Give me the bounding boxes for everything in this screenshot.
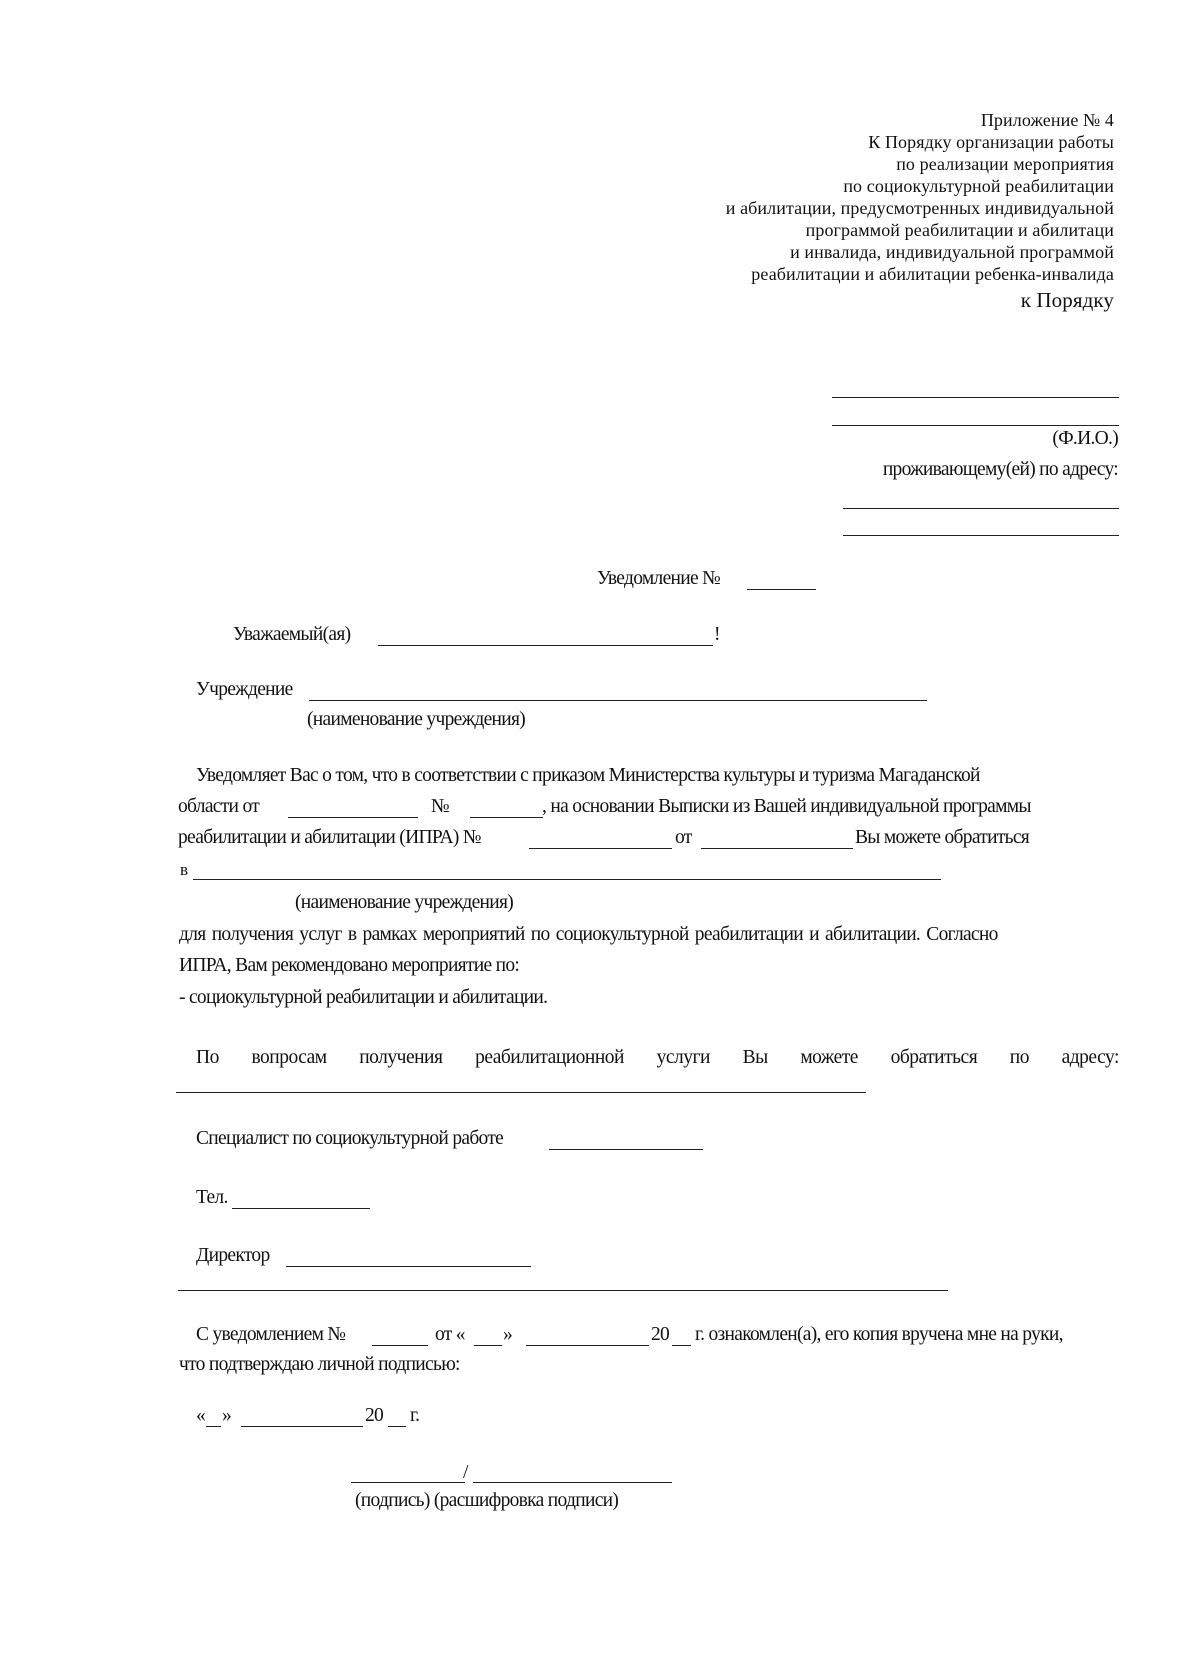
header-line-1: Приложение № 4	[980, 110, 1114, 130]
recipient-address-label: проживающему(ей) по адресу:	[882, 459, 1118, 480]
phone-line	[232, 1208, 370, 1209]
specialist-line	[549, 1149, 703, 1150]
ack-part-1: С уведомлением №	[196, 1324, 346, 1345]
para3-word: обратиться	[890, 1047, 978, 1068]
date-year-line	[388, 1426, 406, 1427]
signature-decode-line	[473, 1482, 672, 1483]
signature-slash: /	[463, 1462, 469, 1483]
para3-word: можете	[800, 1047, 858, 1068]
header-line-6: программой реабилитации и абилитаци	[805, 220, 1114, 240]
phone-label: Тел.	[196, 1187, 228, 1208]
recipient-address-line-2	[843, 535, 1119, 536]
recipient-fio-line-2	[832, 425, 1119, 426]
para3-word: по	[1009, 1047, 1029, 1068]
para1-line3-from: от	[675, 827, 692, 848]
para1-line3-start: реабилитации и абилитации (ИПРА) №	[178, 827, 481, 848]
para2-line3: - социокультурной реабилитации и абилитации.	[179, 987, 548, 1008]
institution-caption-2: (наименование учреждения)	[295, 892, 514, 913]
ack-number-line	[372, 1345, 428, 1346]
institution-label: Учреждение	[196, 679, 293, 700]
ack-month-line	[526, 1345, 649, 1346]
para3-word: реабилитационной	[475, 1047, 624, 1068]
ack-part-5: г. ознакомлен(а), его копия вручена мне на руки,	[695, 1324, 1063, 1345]
date-day-line	[206, 1426, 221, 1427]
para2-line1: для получения услуг в рамках мероприятий по социокультурной реабилитации и абилитации. Согласно	[179, 924, 998, 945]
director-line	[286, 1266, 531, 1267]
greeting-name-line	[378, 645, 713, 646]
ipra-date-line	[701, 848, 853, 849]
notice-number-line	[747, 589, 816, 590]
header-line-2: К Порядку организации работы	[868, 132, 1114, 152]
para3-word: услуги	[656, 1047, 710, 1068]
para1-line3-rest: Вы можете обратиться	[855, 827, 1030, 848]
contact-address-line	[176, 1092, 866, 1093]
header-line-5: и абилитации, предусмотренных индивидуальной	[725, 198, 1114, 218]
para3-line	[196, 1048, 1119, 1068]
date-month-line	[241, 1426, 363, 1427]
order-date-line	[288, 817, 418, 818]
recipient-fio-line-1	[832, 397, 1119, 398]
para2-line2: ИПРА, Вам рекомендовано мероприятие по:	[179, 955, 520, 976]
para1-line2-rest: , на основании Выписки из Вашей индивидуальной программы	[542, 796, 1031, 817]
notice-title: Уведомление №	[597, 568, 721, 589]
separator-line	[178, 1290, 948, 1291]
ack-day-line	[474, 1345, 502, 1346]
greeting-exclamation: !	[714, 624, 721, 645]
date-close-quote: »	[222, 1405, 232, 1426]
ipra-number-line	[529, 848, 672, 849]
header-to-order: к Порядку	[1020, 288, 1114, 312]
recipient-address-line-1	[843, 508, 1119, 509]
para3-word: Вы	[742, 1047, 768, 1068]
date-year: 20	[365, 1405, 384, 1426]
date-open-quote: «	[196, 1405, 206, 1426]
greeting: Уважаемый(ая)	[233, 624, 351, 645]
para1-line2-number-sign: №	[431, 796, 449, 817]
header-line-7: и инвалида, индивидуальной программой	[790, 242, 1114, 262]
date-g: г.	[410, 1405, 420, 1426]
ack-year-line	[672, 1345, 691, 1346]
para3-word: вопросам	[251, 1047, 327, 1068]
institution-line	[309, 700, 927, 701]
header-line-4: по социокультурной реабилитации	[843, 176, 1114, 196]
ack-part-4: 20	[651, 1324, 670, 1345]
ack-line-2: что подтверждаю личной подписью:	[179, 1354, 460, 1375]
para3-word: По	[196, 1047, 219, 1068]
para1-line4-start: в	[180, 860, 189, 879]
order-number-line	[470, 817, 543, 818]
para3-word: адресу:	[1061, 1047, 1119, 1068]
director-label: Директор	[196, 1245, 270, 1266]
header-line-3: по реализации мероприятия	[896, 154, 1114, 174]
header-line-8: реабилитации и абилитации ребенка-инвалида	[751, 264, 1114, 284]
specialist-label: Специалист по социокультурной работе	[196, 1128, 504, 1149]
para3-word: получения	[359, 1047, 443, 1068]
ack-part-2: от «	[435, 1324, 465, 1345]
institution-caption: (наименование учреждения)	[307, 709, 526, 730]
signature-caption: (подпись) (расшифровка подписи)	[355, 1490, 619, 1511]
ack-part-3: »	[503, 1324, 513, 1345]
para1-line2-start: области от	[178, 796, 260, 817]
target-institution-line	[193, 879, 941, 880]
para1-line1: Уведомляет Вас о том, что в соответствии с приказом Министерства культуры и туризма Магаданской	[196, 765, 980, 786]
recipient-fio-label: (Ф.И.О.)	[1052, 428, 1118, 449]
signature-line	[351, 1482, 465, 1483]
